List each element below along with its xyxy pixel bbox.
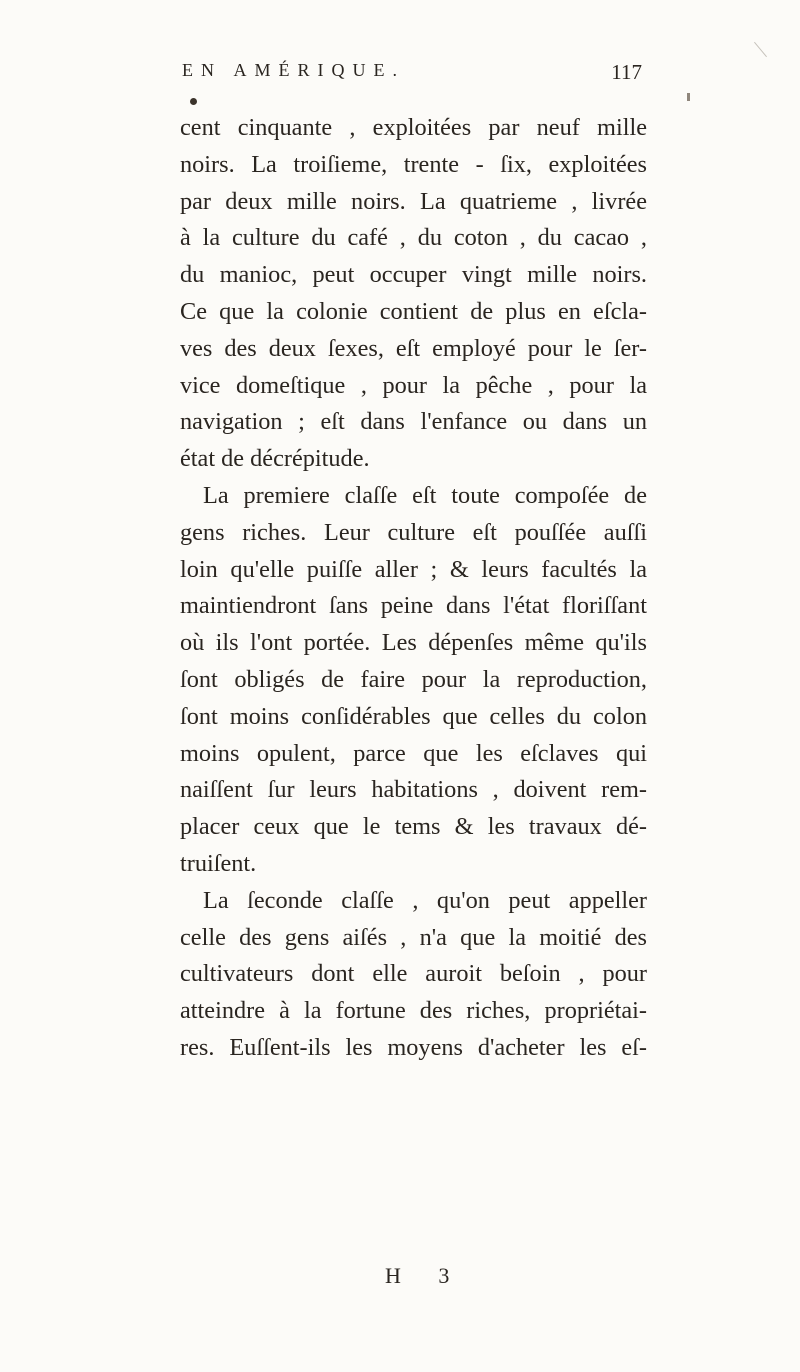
body-text — [180, 110, 647, 1067]
paragraph-first-line: La ſeconde claſſe , qu'on peut appeller — [203, 886, 647, 914]
text-line: noirs. La troiſieme, trente - ſix, exploitées — [180, 150, 647, 178]
text-line: loin qu'elle puiſſe aller ; & leurs facultés la — [180, 555, 647, 583]
text-line: placer ceux que le tems & les travaux dé- — [180, 813, 647, 841]
text-line: truiſent. — [180, 849, 257, 877]
text-line: naiſſent ſur leurs habitations , doivent rem- — [180, 776, 647, 804]
running-title: EN AMÉRIQUE. — [182, 60, 405, 80]
text-line: cent cinquante , exploitées par neuf mille — [180, 114, 647, 141]
ink-mark — [687, 93, 690, 101]
text-line: où ils l'ont portée. Les dépenſes même qu'ils — [180, 629, 647, 657]
scan-edge-mark — [754, 42, 767, 57]
page-header — [182, 52, 642, 86]
page-number: 117 — [611, 60, 642, 84]
text-line: cultivateurs dont elle auroit beſoin , pour — [180, 960, 647, 988]
text-line: ſont obligés de faire pour la reproduction, — [180, 665, 647, 693]
ink-dot — [190, 98, 197, 105]
text-line: ves des deux ſexes, eſt employé pour le ſer- — [180, 334, 647, 362]
text-line: par deux mille noirs. La quatrieme , livrée — [180, 187, 647, 215]
text-line: à la culture du café , du coton , du cacao , — [180, 224, 647, 252]
text-line: vice domeſtique , pour la pêche , pour la — [180, 371, 647, 399]
text-line: gens riches. Leur culture eſt pouſſée auſſi — [180, 518, 647, 546]
text-line: atteindre à la fortune des riches, propriétai- — [180, 997, 647, 1025]
text-line: moins opulent, parce que les eſclaves qui — [180, 739, 647, 767]
text-line: celle des gens aiſés , n'a que la moitié des — [180, 923, 647, 951]
text-line: Ce que la colonie contient de plus en eſcla- — [180, 297, 647, 325]
text-line: res. Euſſent-ils les moyens d'acheter les eſ- — [180, 1033, 647, 1061]
text-line: navigation ; eſt dans l'enfance ou dans un — [180, 408, 647, 436]
text-line: état de décrépitude. — [180, 445, 370, 473]
printer-signature: H 3 — [385, 1263, 466, 1288]
paragraph-first-line: La premiere claſſe eſt toute compoſée de — [203, 481, 647, 509]
text-line: ſont moins conſidérables que celles du colon — [180, 702, 647, 730]
text-line: du manioc, peut occuper vingt mille noirs. — [180, 261, 647, 289]
text-line: maintiendront ſans peine dans l'état floriſſant — [180, 592, 647, 620]
